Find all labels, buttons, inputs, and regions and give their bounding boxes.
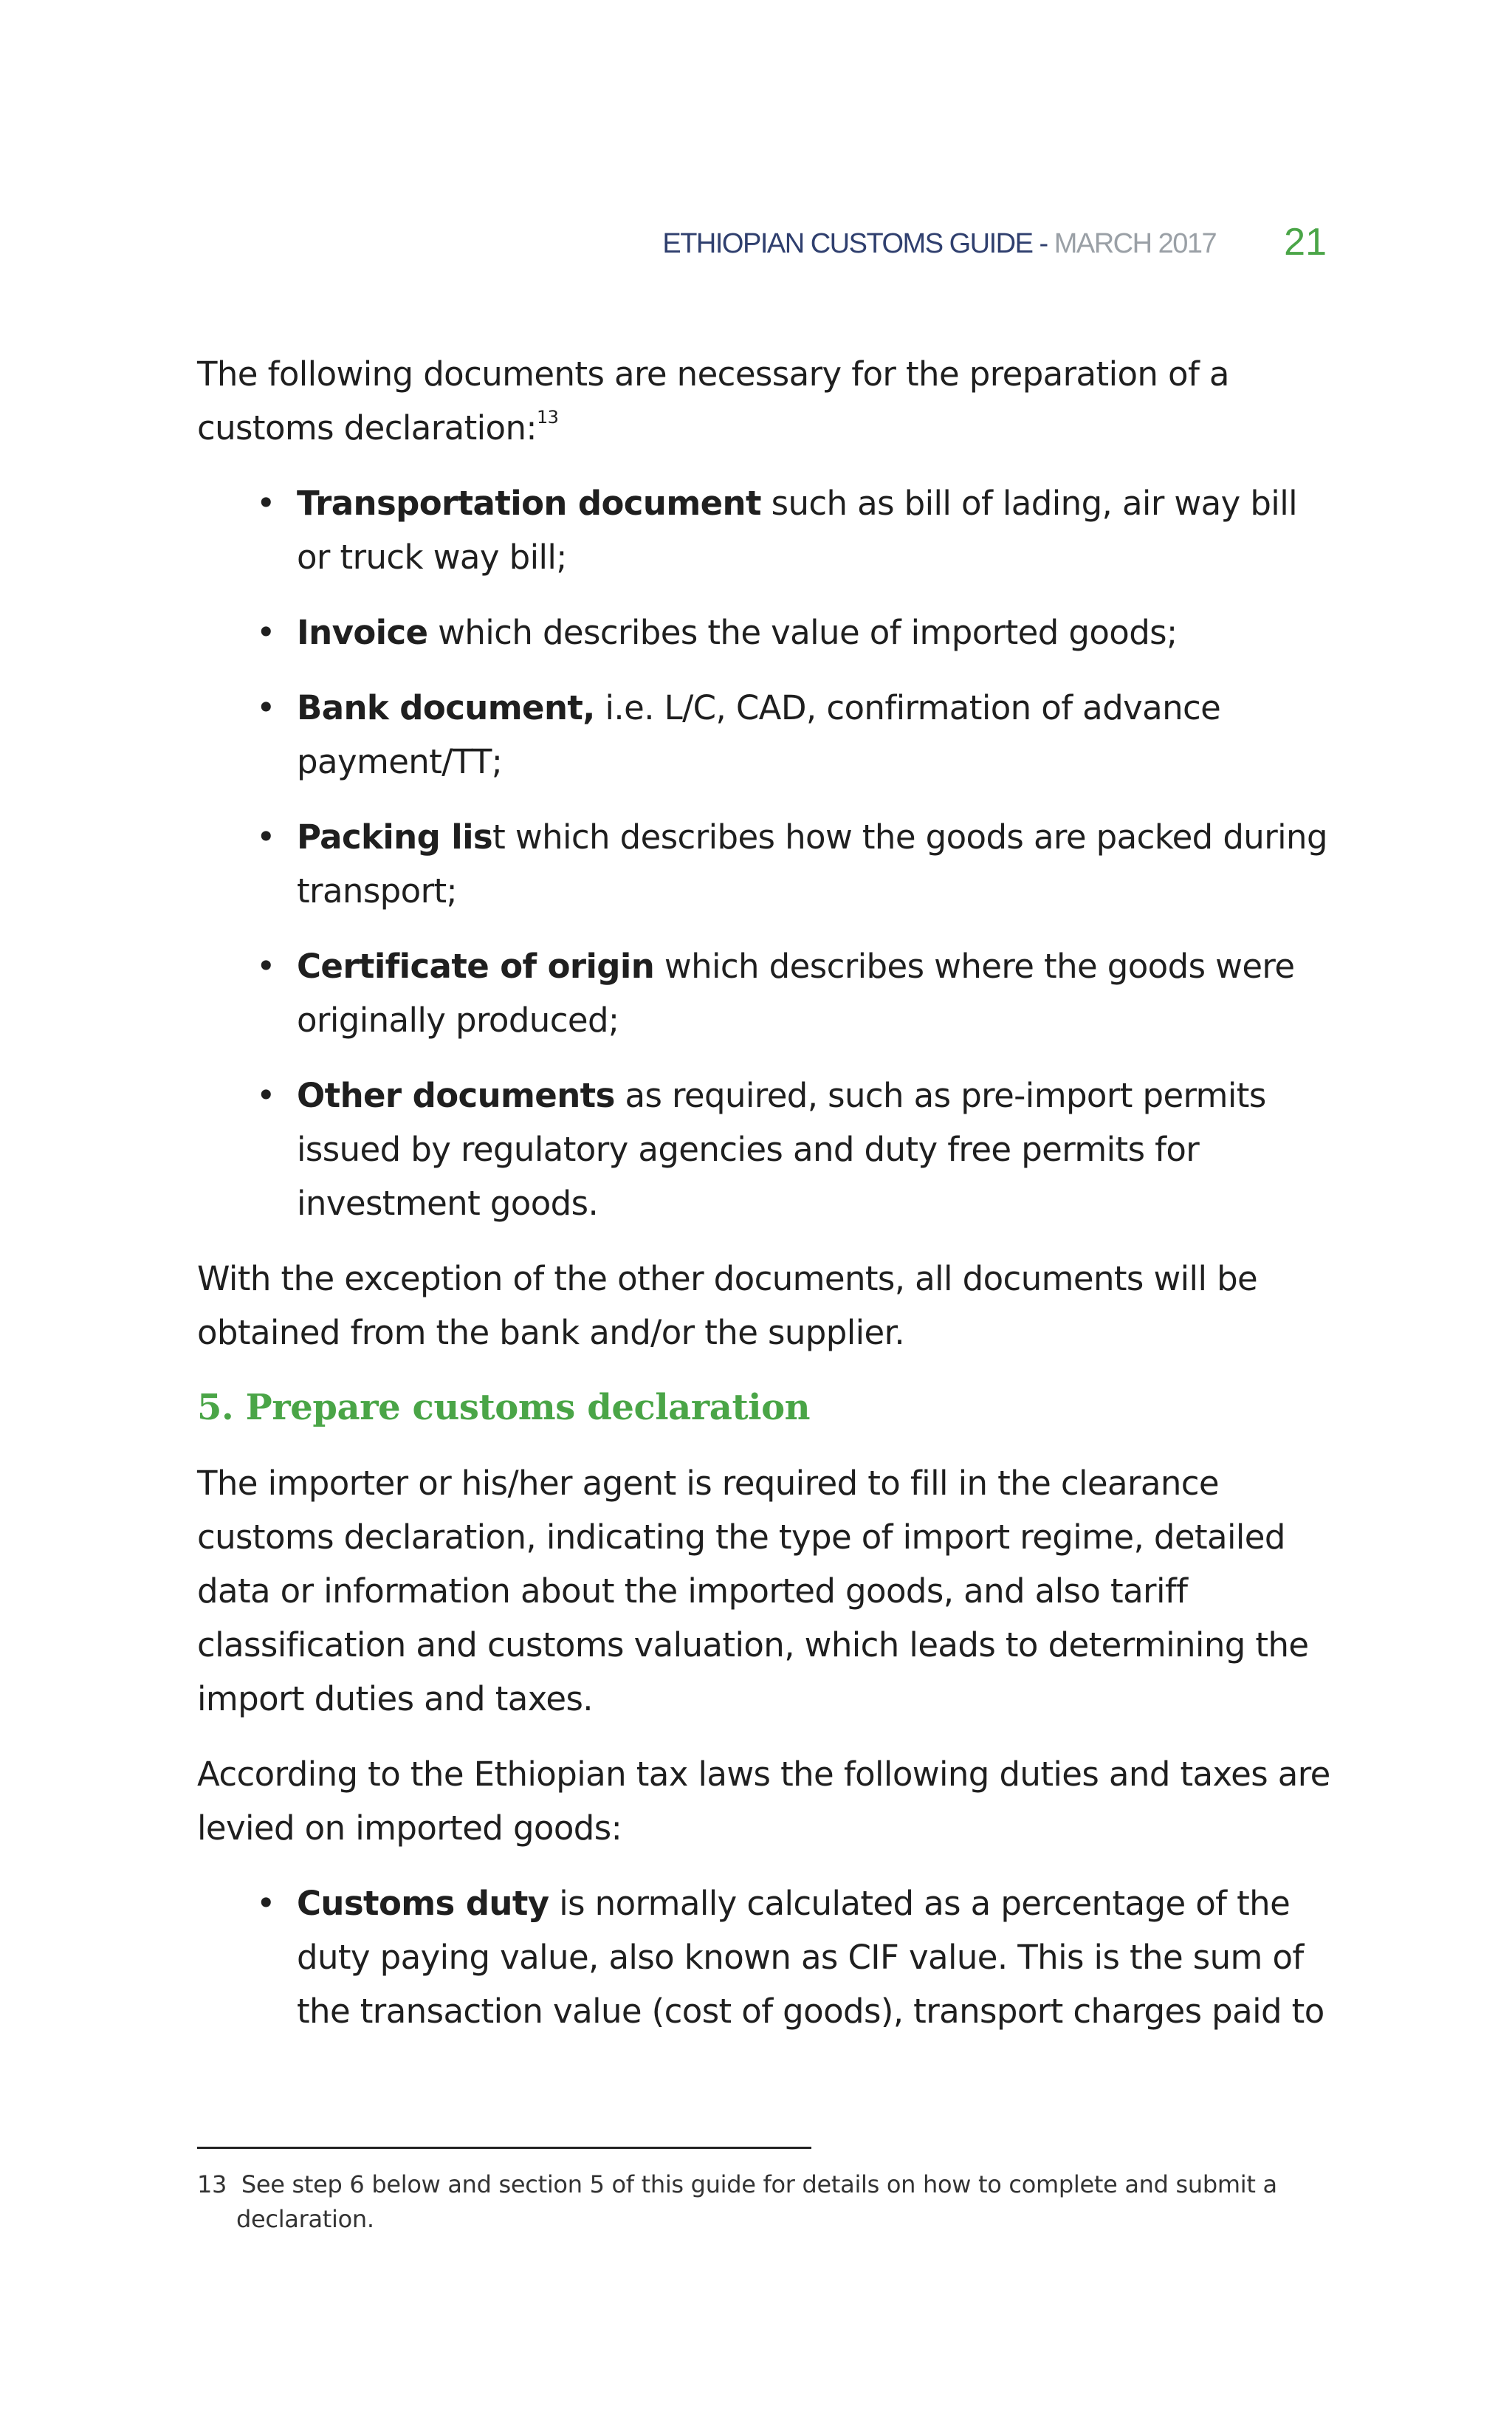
bullet-icon: •: [256, 688, 275, 727]
list-item: [197, 681, 1334, 789]
exception-paragraph: With the exception of the other documents, all documents will be obtained from the bank and/or the supplier.: [197, 1259, 1258, 1352]
footnote-text: See step 6 below and section 5 of this guide for details on how to complete and submit a declaration.: [236, 2170, 1277, 2233]
bullet-icon: •: [256, 484, 275, 523]
item-description: which describes the value of imported goods;: [427, 613, 1178, 652]
item-term: Packing lis: [297, 817, 493, 857]
list-item: [197, 939, 1334, 1047]
footnote: [197, 2167, 1366, 2237]
list-item: [197, 1876, 1334, 2038]
item-term: Other documents: [297, 1076, 615, 1115]
duties-list: [197, 1876, 1334, 2038]
list-item: [197, 606, 1334, 659]
section-heading: 5. Prepare customs declaration: [197, 1387, 811, 1428]
item-term: Transportation document: [297, 484, 761, 523]
intro-paragraph: [197, 347, 1334, 455]
item-term: Invoice: [297, 613, 428, 652]
item-description: is normally calculated as a percentage of the duty paying value, also known as CIF value. This is the sum of the transaction value (cost of goods), transport charges paid to: [297, 1884, 1324, 2031]
item-description: which describes where the goods were originally produced;: [297, 947, 1295, 1040]
footnote-number: 13: [197, 2170, 227, 2198]
footnote-reference: 13: [536, 407, 559, 428]
item-description: as required, such as pre-import permits issued by regulatory agencies and duty free permits for investment goods.: [297, 1076, 1266, 1223]
item-description: t which describes how the goods are packed during transport;: [297, 817, 1327, 911]
header-separator: -: [1032, 228, 1054, 259]
bullet-icon: •: [256, 1076, 275, 1115]
running-header: [0, 220, 1327, 264]
item-term: Certificate of origin: [297, 947, 655, 986]
documents-list: [197, 476, 1334, 1230]
bullet-icon: •: [256, 947, 275, 986]
bullet-icon: •: [256, 1884, 275, 1923]
tax-laws-paragraph: According to the Ethiopian tax laws the following duties and taxes are levied on imported goods:: [197, 1755, 1330, 1848]
item-description: i.e. L/C, CAD, confirmation of advance payment/TT;: [297, 688, 1221, 781]
footnote-divider: [197, 2147, 811, 2149]
intro-text: The following documents are necessary for the preparation of a customs declaration:: [197, 354, 1229, 448]
header-guide-title: ETHIOPIAN CUSTOMS GUIDE: [662, 228, 1033, 259]
declaration-paragraph: The importer or his/her agent is required to fill in the clearance customs declaration, indicating the type of import regime, detailed data or information about the imported goods, and also tariff classification and customs valuation, which leads to determining the import duties and taxes.: [197, 1464, 1309, 1718]
bullet-icon: •: [256, 817, 275, 857]
page-body: [197, 347, 1334, 2060]
list-item: [197, 810, 1334, 918]
header-date: MARCH 2017: [1054, 228, 1217, 259]
bullet-icon: •: [256, 613, 275, 652]
item-term: Bank document,: [297, 688, 595, 727]
page-number: 21: [1284, 221, 1327, 264]
list-item: [197, 476, 1334, 584]
item-description: such as bill of lading, air way bill or truck way bill;: [297, 484, 1298, 577]
list-item: [197, 1069, 1334, 1230]
item-term: Customs duty: [297, 1884, 549, 1923]
